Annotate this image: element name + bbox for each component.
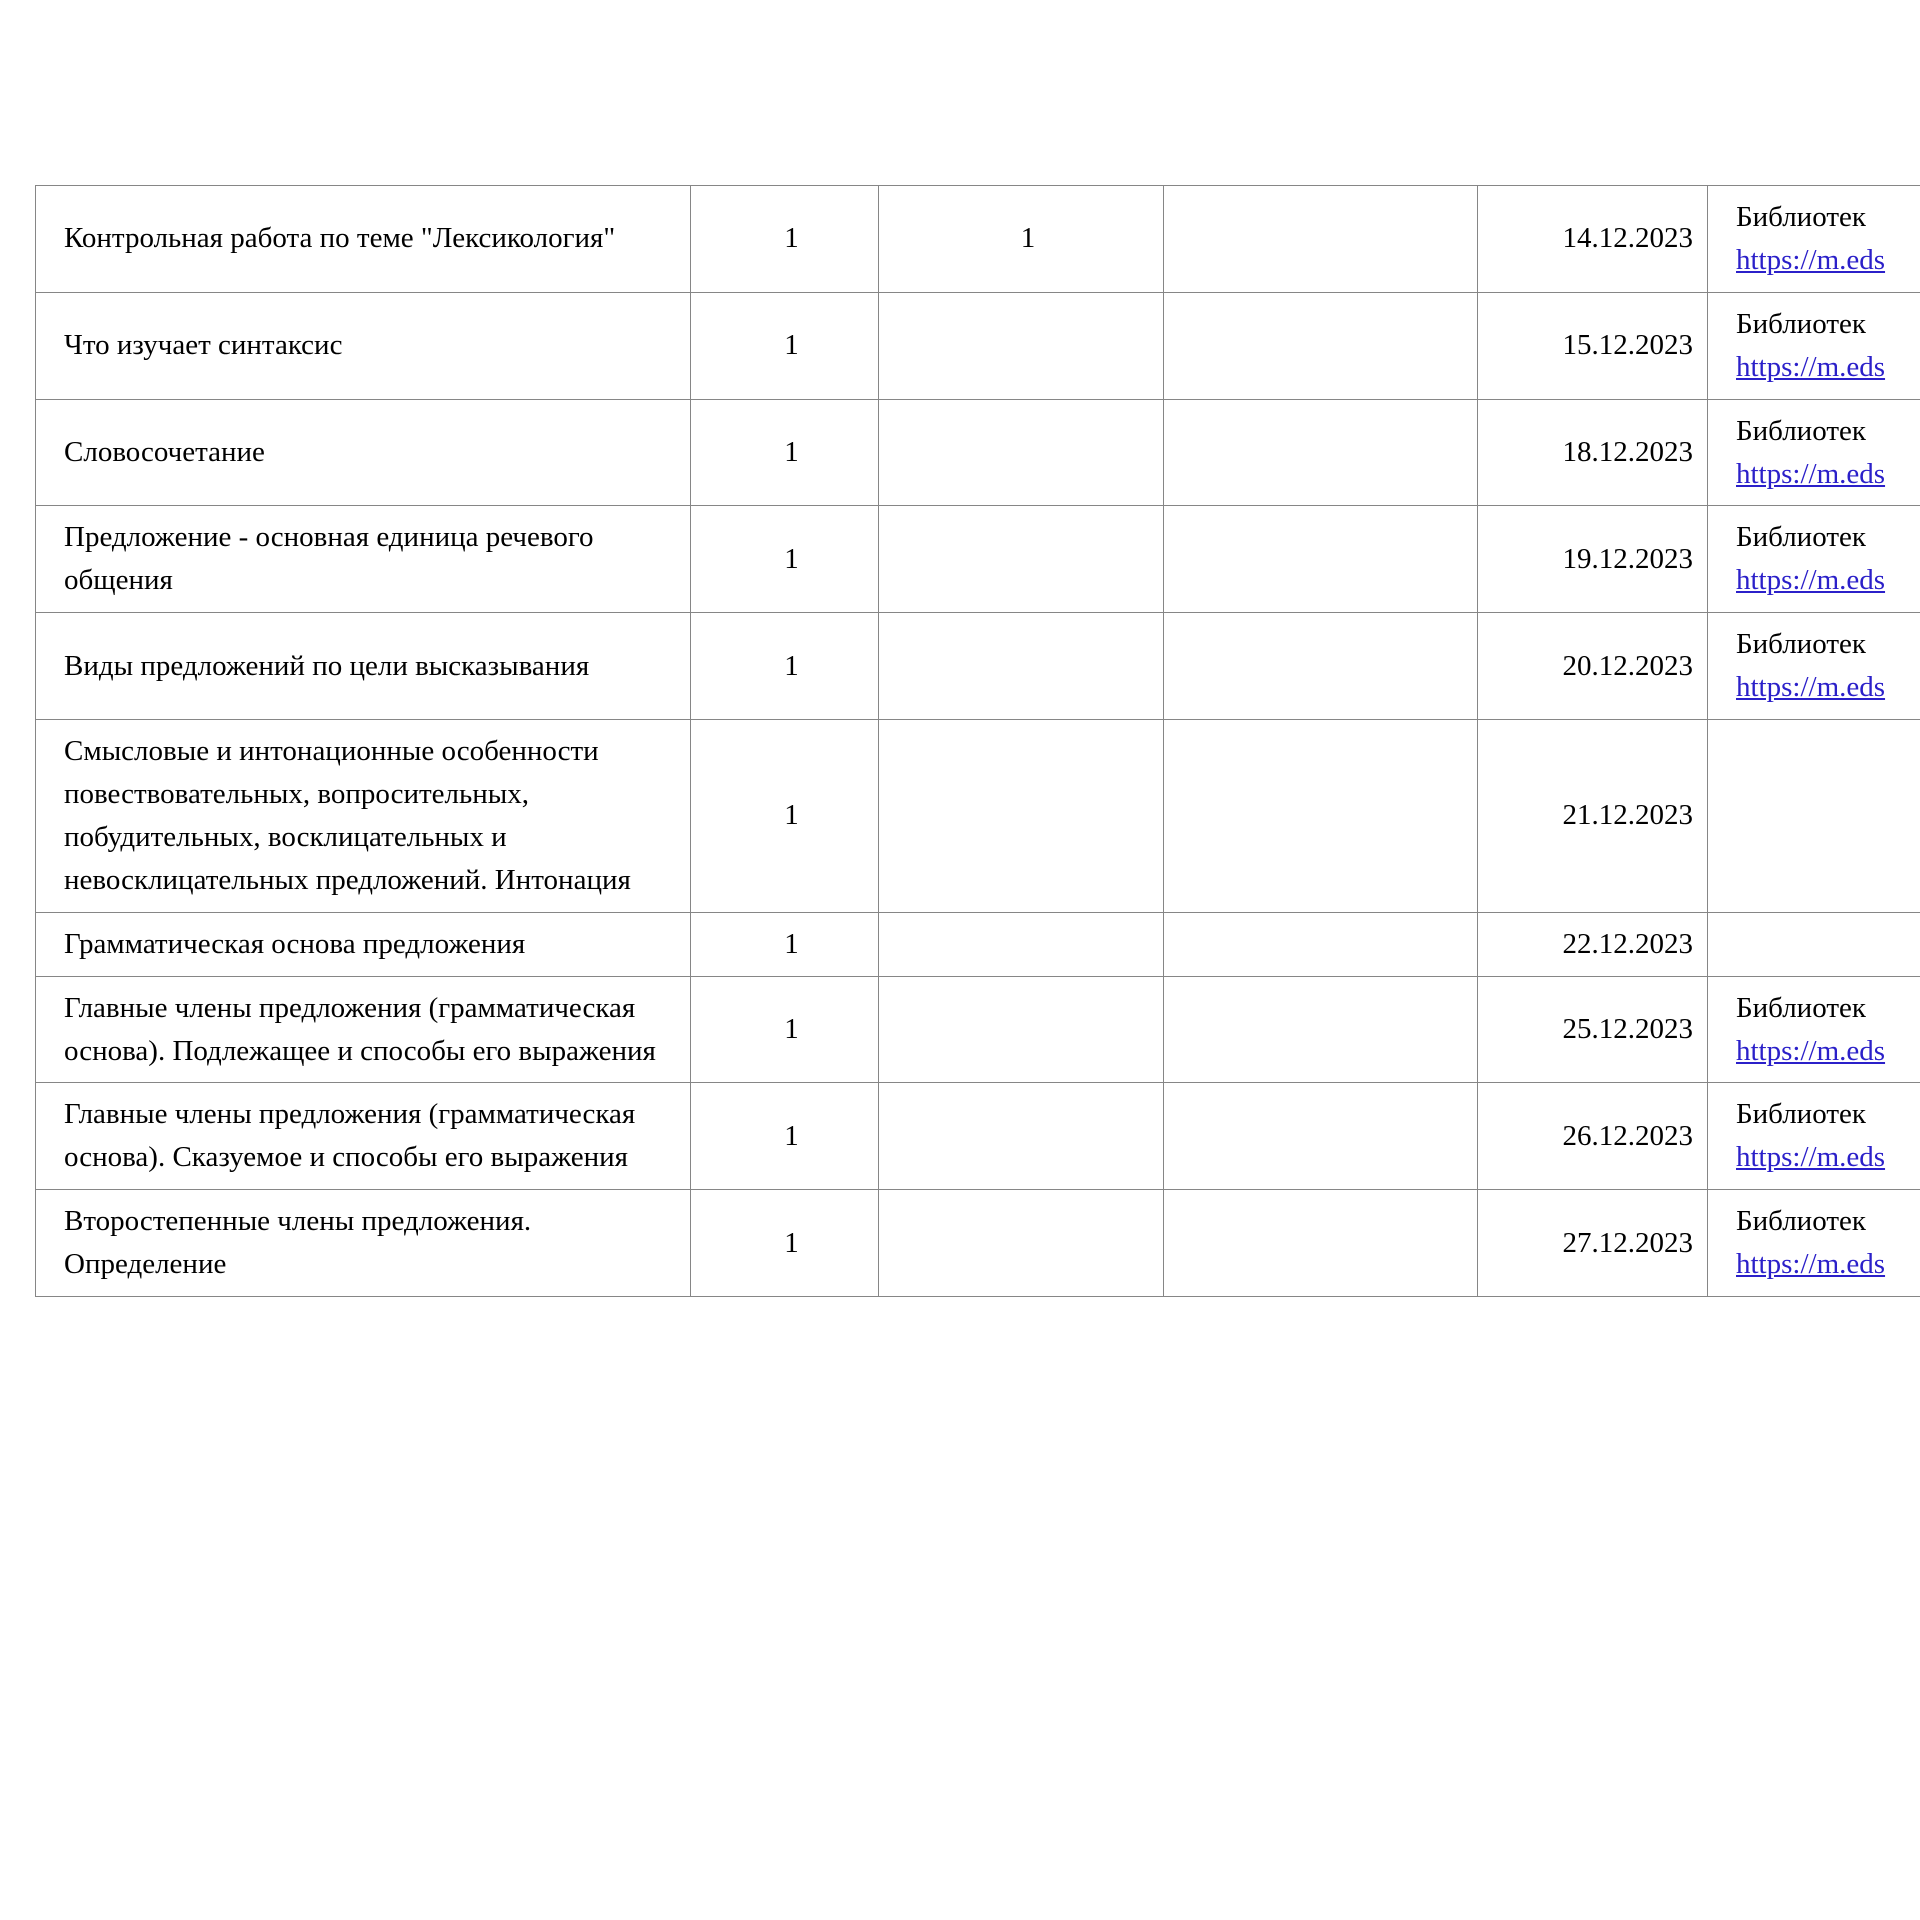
table-row	[36, 613, 1920, 720]
resource-link[interactable]: https://m.eds	[1736, 1141, 1886, 1174]
resource-link[interactable]: https://m.eds	[1736, 350, 1886, 383]
cell-topic: Словосочетание	[36, 399, 691, 506]
cell-control-works	[879, 613, 1164, 720]
resource-name: Библиотек	[1736, 628, 1866, 661]
resource-name: Библиотек	[1736, 1205, 1866, 1238]
cell-control-works	[879, 912, 1164, 976]
cell-topic: Второстепенные члены предложения. Определение	[36, 1190, 691, 1297]
cell-topic: Предложение - основная единица речевого общения	[36, 506, 691, 613]
cell-topic: Контрольная работа по теме "Лексикология"	[36, 186, 691, 293]
cell-practice-works	[1164, 292, 1478, 399]
resource-name: Библиотек	[1736, 991, 1866, 1024]
cell-hours: 1	[691, 292, 879, 399]
cell-date: 25.12.2023	[1478, 976, 1708, 1083]
cell-date: 14.12.2023	[1478, 186, 1708, 293]
cell-practice-works	[1164, 1190, 1478, 1297]
resource-link[interactable]: https://m.eds	[1736, 1034, 1886, 1067]
cell-hours: 1	[691, 1190, 879, 1297]
cell-resources	[1708, 186, 1920, 293]
cell-date: 18.12.2023	[1478, 399, 1708, 506]
cell-resources	[1708, 1083, 1920, 1190]
resource-link[interactable]: https://m.eds	[1736, 1248, 1886, 1281]
cell-practice-works	[1164, 506, 1478, 613]
cell-date: 20.12.2023	[1478, 613, 1708, 720]
table-row	[36, 399, 1920, 506]
cell-practice-works	[1164, 613, 1478, 720]
cell-topic: Главные члены предложения (грамматическая основа). Подлежащее и способы его выражения	[36, 976, 691, 1083]
resource-link[interactable]: https://m.eds	[1736, 243, 1886, 276]
cell-practice-works	[1164, 186, 1478, 293]
table-row	[36, 292, 1920, 399]
cell-hours: 1	[691, 976, 879, 1083]
cell-resources	[1708, 292, 1920, 399]
cell-hours: 1	[691, 720, 879, 913]
cell-control-works	[879, 292, 1164, 399]
cell-resources	[1708, 613, 1920, 720]
cell-date: 27.12.2023	[1478, 1190, 1708, 1297]
cell-hours: 1	[691, 613, 879, 720]
table-row	[36, 186, 1920, 293]
resource-name: Библиотек	[1736, 1098, 1866, 1131]
cell-practice-works	[1164, 976, 1478, 1083]
cell-resources	[1708, 976, 1920, 1083]
resource-name: Библиотек	[1736, 521, 1866, 554]
cell-control-works	[879, 976, 1164, 1083]
cell-resources	[1708, 912, 1920, 976]
lesson-plan-table	[35, 185, 1920, 1297]
cell-topic: Главные члены предложения (грамматическая основа). Сказуемое и способы его выражения	[36, 1083, 691, 1190]
table-row	[36, 912, 1920, 976]
cell-control-works	[879, 399, 1164, 506]
resource-name: Библиотек	[1736, 201, 1866, 233]
cell-topic: Грамматическая основа предложения	[36, 912, 691, 976]
table-viewport	[0, 185, 1920, 1297]
table-row	[36, 1083, 1920, 1190]
cell-hours: 1	[691, 186, 879, 293]
cell-practice-works	[1164, 912, 1478, 976]
table-row	[36, 976, 1920, 1083]
table-row	[36, 1190, 1920, 1297]
cell-practice-works	[1164, 720, 1478, 913]
cell-control-works: 1	[879, 186, 1164, 293]
cell-control-works	[879, 720, 1164, 913]
cell-resources	[1708, 1190, 1920, 1297]
cell-date: 19.12.2023	[1478, 506, 1708, 613]
cell-resources	[1708, 506, 1920, 613]
cell-topic: Смысловые и интонационные особенности повествовательных, вопросительных, побудительных, восклицательных и невосклицательных предложений. Интонация	[36, 720, 691, 913]
cell-resources	[1708, 399, 1920, 506]
cell-control-works	[879, 1190, 1164, 1297]
table-row	[36, 720, 1920, 913]
resource-link[interactable]: https://m.eds	[1736, 671, 1886, 704]
cell-hours: 1	[691, 912, 879, 976]
table-row	[36, 506, 1920, 613]
cell-hours: 1	[691, 506, 879, 613]
resource-name: Библиотек	[1736, 414, 1866, 447]
resource-link[interactable]: https://m.eds	[1736, 457, 1886, 490]
table-body	[36, 186, 1920, 1297]
cell-topic: Что изучает синтаксис	[36, 292, 691, 399]
cell-date: 22.12.2023	[1478, 912, 1708, 976]
cell-hours: 1	[691, 1083, 879, 1190]
cell-resources	[1708, 720, 1920, 913]
cell-topic: Виды предложений по цели высказывания	[36, 613, 691, 720]
cell-practice-works	[1164, 399, 1478, 506]
resource-name: Библиотек	[1736, 307, 1866, 340]
cell-control-works	[879, 1083, 1164, 1190]
cell-date: 26.12.2023	[1478, 1083, 1708, 1190]
resource-link[interactable]: https://m.eds	[1736, 564, 1886, 597]
cell-date: 21.12.2023	[1478, 720, 1708, 913]
cell-hours: 1	[691, 399, 879, 506]
cell-control-works	[879, 506, 1164, 613]
cell-practice-works	[1164, 1083, 1478, 1190]
cell-date: 15.12.2023	[1478, 292, 1708, 399]
